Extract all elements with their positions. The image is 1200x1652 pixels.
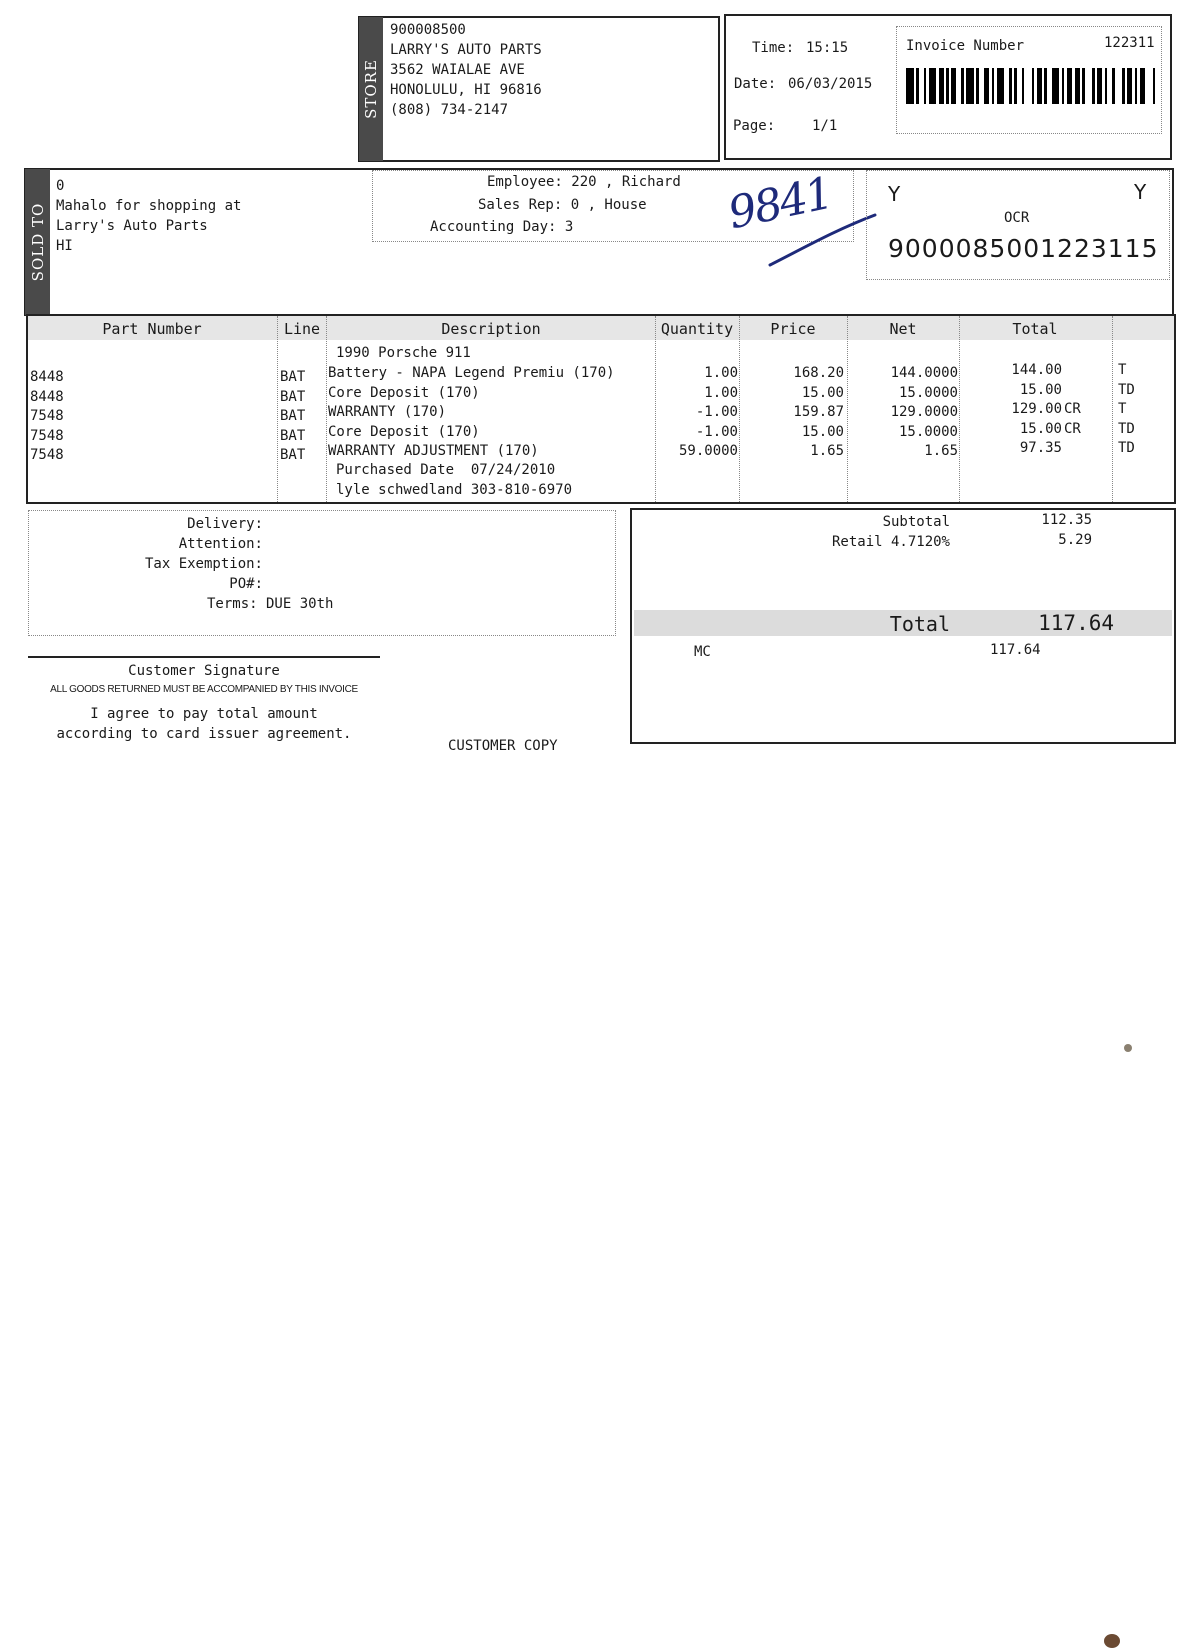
- row-net: 129.0000: [890, 404, 958, 420]
- row-price: 15.00: [801, 384, 844, 401]
- barcode-bar: [906, 68, 914, 104]
- vehicle-line: 1990 Porsche 911: [336, 345, 471, 361]
- row-tax-code: TD: [1118, 440, 1135, 456]
- row-quantity: 1.00: [704, 365, 738, 381]
- customer-contact-note: lyle schwedland 303-810-6970: [336, 482, 573, 498]
- employee-line: Employee: 220 , Richard: [487, 174, 681, 190]
- time-label: Time:: [752, 40, 795, 56]
- barcode-bar: [1024, 68, 1032, 104]
- ocr-number: 9000085001223115: [888, 234, 1159, 263]
- row-line-code: BAT: [280, 427, 306, 444]
- row-credit-flag: CR: [1064, 420, 1081, 437]
- row-line-code: BAT: [280, 447, 306, 463]
- scan-speck: [1124, 1044, 1132, 1052]
- col-header-quantity: Quantity: [656, 318, 738, 340]
- barcode-bar: [1115, 68, 1123, 104]
- row-line-code: BAT: [280, 388, 306, 405]
- row-total: 144.00: [1011, 362, 1062, 378]
- row-price: 159.87: [793, 404, 844, 420]
- col-divider: [277, 316, 278, 502]
- scan-speck: [1104, 1634, 1120, 1648]
- row-line-code: BAT: [280, 369, 306, 385]
- delivery-label: Delivery:: [187, 516, 263, 532]
- store-side-label: STORE: [359, 17, 383, 161]
- subtotal-value: 112.35: [1041, 512, 1092, 528]
- barcode-bar: [1085, 68, 1093, 104]
- row-quantity: 1.00: [704, 384, 738, 401]
- row-part-number: 7548: [30, 408, 64, 424]
- col-header-net: Net: [848, 318, 958, 340]
- barcode-bar: [966, 68, 974, 104]
- invoice-number-label: Invoice Number: [906, 38, 1025, 54]
- row-price: 15.00: [801, 423, 844, 440]
- barcode-bar: [997, 68, 1005, 104]
- row-total: 15.00: [1019, 381, 1062, 398]
- row-description: Core Deposit (170): [328, 423, 480, 440]
- terms-label: Terms: DUE 30th: [207, 596, 334, 612]
- store-phone: (808) 734-2147: [390, 102, 509, 118]
- grand-total-label: Total: [889, 612, 950, 636]
- page-value: 1/1: [812, 118, 838, 134]
- handwritten-note: 9841: [723, 167, 837, 240]
- signature-label: Customer Signature: [128, 663, 280, 679]
- row-description: Core Deposit (170): [328, 384, 480, 401]
- payment-amount: 117.64: [990, 642, 1041, 658]
- row-quantity: -1.00: [695, 404, 738, 420]
- page-label: Page:: [733, 118, 776, 134]
- subtotal-label: Subtotal: [882, 514, 950, 530]
- customer-copy-label: CUSTOMER COPY: [448, 738, 558, 754]
- col-header-total: Total: [960, 318, 1110, 340]
- barcode-bar: [1155, 68, 1158, 104]
- row-price: 168.20: [793, 365, 844, 381]
- row-line-code: BAT: [280, 408, 306, 424]
- barcode-bar: [1052, 68, 1060, 104]
- row-description: Battery - NAPA Legend Premiu (170): [328, 365, 615, 381]
- po-label: PO#:: [229, 576, 263, 592]
- tax-value: 5.29: [1058, 532, 1092, 548]
- row-part-number: 8448: [30, 369, 64, 385]
- row-credit-flag: CR: [1064, 401, 1081, 417]
- row-tax-code: T: [1118, 362, 1127, 378]
- row-quantity: -1.00: [695, 423, 738, 440]
- tax-label: Retail 4.7120%: [831, 534, 950, 550]
- row-total: 15.00: [1019, 420, 1062, 437]
- payment-method: MC: [694, 644, 711, 660]
- date-label: Date:: [734, 76, 777, 92]
- row-price: 1.65: [810, 443, 844, 459]
- store-number: 900008500: [390, 22, 466, 38]
- sold-to-side-label: SOLD TO: [25, 169, 50, 315]
- returns-notice: ALL GOODS RETURNED MUST BE ACCOMPANIED BY THIS INVOICE: [50, 684, 358, 695]
- barcode-bar: [1145, 68, 1153, 104]
- col-header-description: Description: [328, 318, 654, 340]
- agreement-line-1: I agree to pay total amount: [90, 706, 318, 722]
- date-value: 06/03/2015: [788, 76, 873, 92]
- barcode-bar: [929, 68, 937, 104]
- row-description: WARRANTY (170): [328, 404, 447, 420]
- ocr-flag-left: Y: [888, 182, 901, 206]
- sold-to-line-3: Larry's Auto Parts: [56, 218, 208, 234]
- row-net: 15.0000: [898, 423, 958, 440]
- sales-rep-line: Sales Rep: 0 , House: [478, 197, 647, 213]
- signature-line: [28, 656, 380, 658]
- col-header-line: Line: [279, 318, 325, 340]
- handwritten-stroke: [760, 210, 880, 270]
- store-city: HONOLULU, HI 96816: [390, 82, 542, 98]
- accounting-day-line: Accounting Day: 3: [430, 219, 574, 235]
- ocr-flag-right: Y: [1134, 180, 1147, 204]
- row-net: 144.0000: [890, 365, 958, 381]
- row-part-number: 7548: [30, 447, 64, 463]
- invoice-number-value: 122311: [1104, 35, 1155, 51]
- store-name: LARRY'S AUTO PARTS: [390, 42, 542, 58]
- col-divider: [959, 316, 960, 502]
- col-divider: [326, 316, 327, 502]
- row-quantity: 59.0000: [678, 443, 738, 459]
- sold-to-line-4: HI: [56, 238, 73, 254]
- attention-label: Attention:: [178, 536, 263, 552]
- row-part-number: 8448: [30, 388, 64, 405]
- purchased-date-note: Purchased Date 07/24/2010: [336, 462, 556, 478]
- grand-total-value: 117.64: [1038, 611, 1114, 635]
- row-description: WARRANTY ADJUSTMENT (170): [328, 443, 539, 459]
- ocr-label: OCR: [1004, 210, 1030, 226]
- col-header-part-number: Part Number: [28, 318, 276, 340]
- sold-to-line-1: 0: [56, 178, 65, 194]
- row-tax-code: T: [1118, 401, 1127, 417]
- row-tax-code: TD: [1118, 420, 1135, 437]
- tax-exemption-label: Tax Exemption:: [144, 556, 263, 572]
- col-divider: [1112, 316, 1113, 502]
- row-total: 129.00: [1011, 401, 1062, 417]
- col-header-price: Price: [740, 318, 846, 340]
- time-value: 15:15: [806, 40, 849, 56]
- row-net: 1.65: [924, 443, 958, 459]
- agreement-line-2: according to card issuer agreement.: [56, 726, 352, 742]
- sold-to-line-2: Mahalo for shopping at: [56, 198, 242, 214]
- invoice-barcode: [906, 68, 1158, 104]
- row-part-number: 7548: [30, 427, 64, 444]
- row-tax-code: TD: [1118, 381, 1135, 398]
- store-address: 3562 WAIALAE AVE: [390, 62, 525, 78]
- row-net: 15.0000: [898, 384, 958, 401]
- row-total: 97.35: [1019, 440, 1062, 456]
